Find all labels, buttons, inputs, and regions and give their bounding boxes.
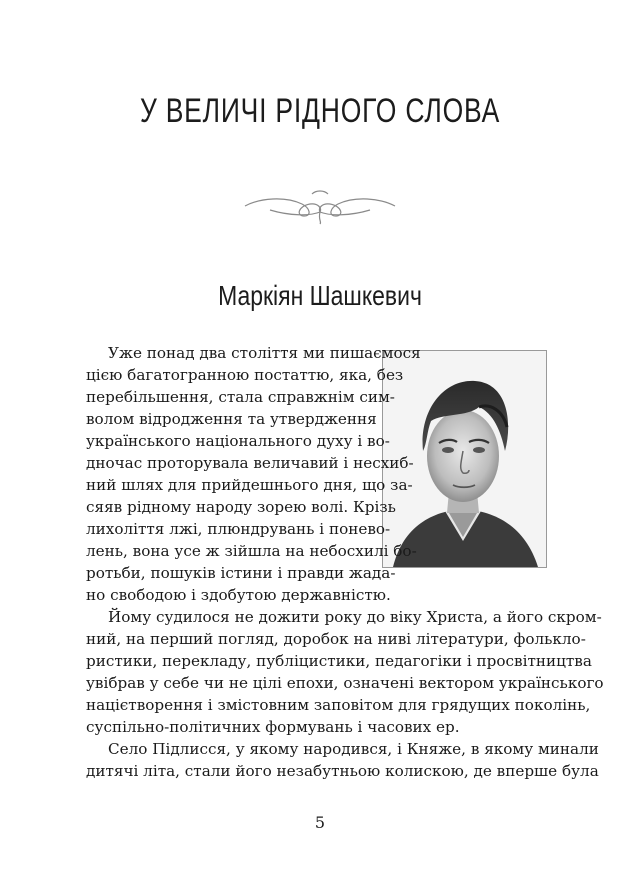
text-line: волом відродження та утвердження: [86, 410, 377, 428]
body-text: [86, 342, 604, 782]
text-line: ний, на перший погляд, доробок на ниві літератури, фолькло-: [86, 630, 586, 648]
text-line: дитячі літа, стали його незабутньою колискою, де вперше була: [86, 762, 599, 780]
text-line: Йому судилося не дожити року до віку Христа, а його скром-: [108, 608, 602, 626]
text-line: ний шлях для прийдешнього дня, що за-: [86, 476, 413, 494]
text-line: суспільно-політичних формувань і часових ер.: [86, 718, 460, 736]
text-line: українського національного духу і во-: [86, 432, 390, 450]
text-line: ристики, перекладу, публіцистики, педагогіки і просвітництва: [86, 652, 592, 670]
text-line: дночас проторувала величавий і несхиб-: [86, 454, 414, 472]
author-name: Маркіян Шашкевич: [218, 280, 422, 311]
text-line: Село Підлисся, у якому народився, і Княже, в якому минали: [108, 740, 599, 758]
ornament-flourish-icon: [240, 186, 400, 226]
text-line: увібрав у себе чи не цілі епохи, означені вектором українського: [86, 674, 604, 692]
text-line: но свободою і здобутою державністю.: [86, 586, 391, 604]
text-line: ротьби, пошуків істини і правди жада-: [86, 564, 396, 582]
text-line: цією багатогранною постаттю, яка, без: [86, 366, 404, 384]
text-line: перебільшення, стала справжнім сим-: [86, 388, 395, 406]
text-line: націєтворення і змістовним заповітом для грядущих поколінь,: [86, 696, 591, 714]
text-line: Уже понад два століття ми пишаємося: [108, 344, 421, 362]
text-line: лихоліття лжі, плюндрувань і понево-: [86, 520, 391, 538]
text-line: лень, вона усе ж зійшла на небосхилі бо-: [86, 542, 417, 560]
page-number: 5: [314, 813, 326, 832]
chapter-title: У ВЕЛИЧІ РІДНОГО СЛОВА: [139, 92, 501, 130]
text-line: сяяв рідному народу зорею волі. Крізь: [86, 498, 396, 516]
